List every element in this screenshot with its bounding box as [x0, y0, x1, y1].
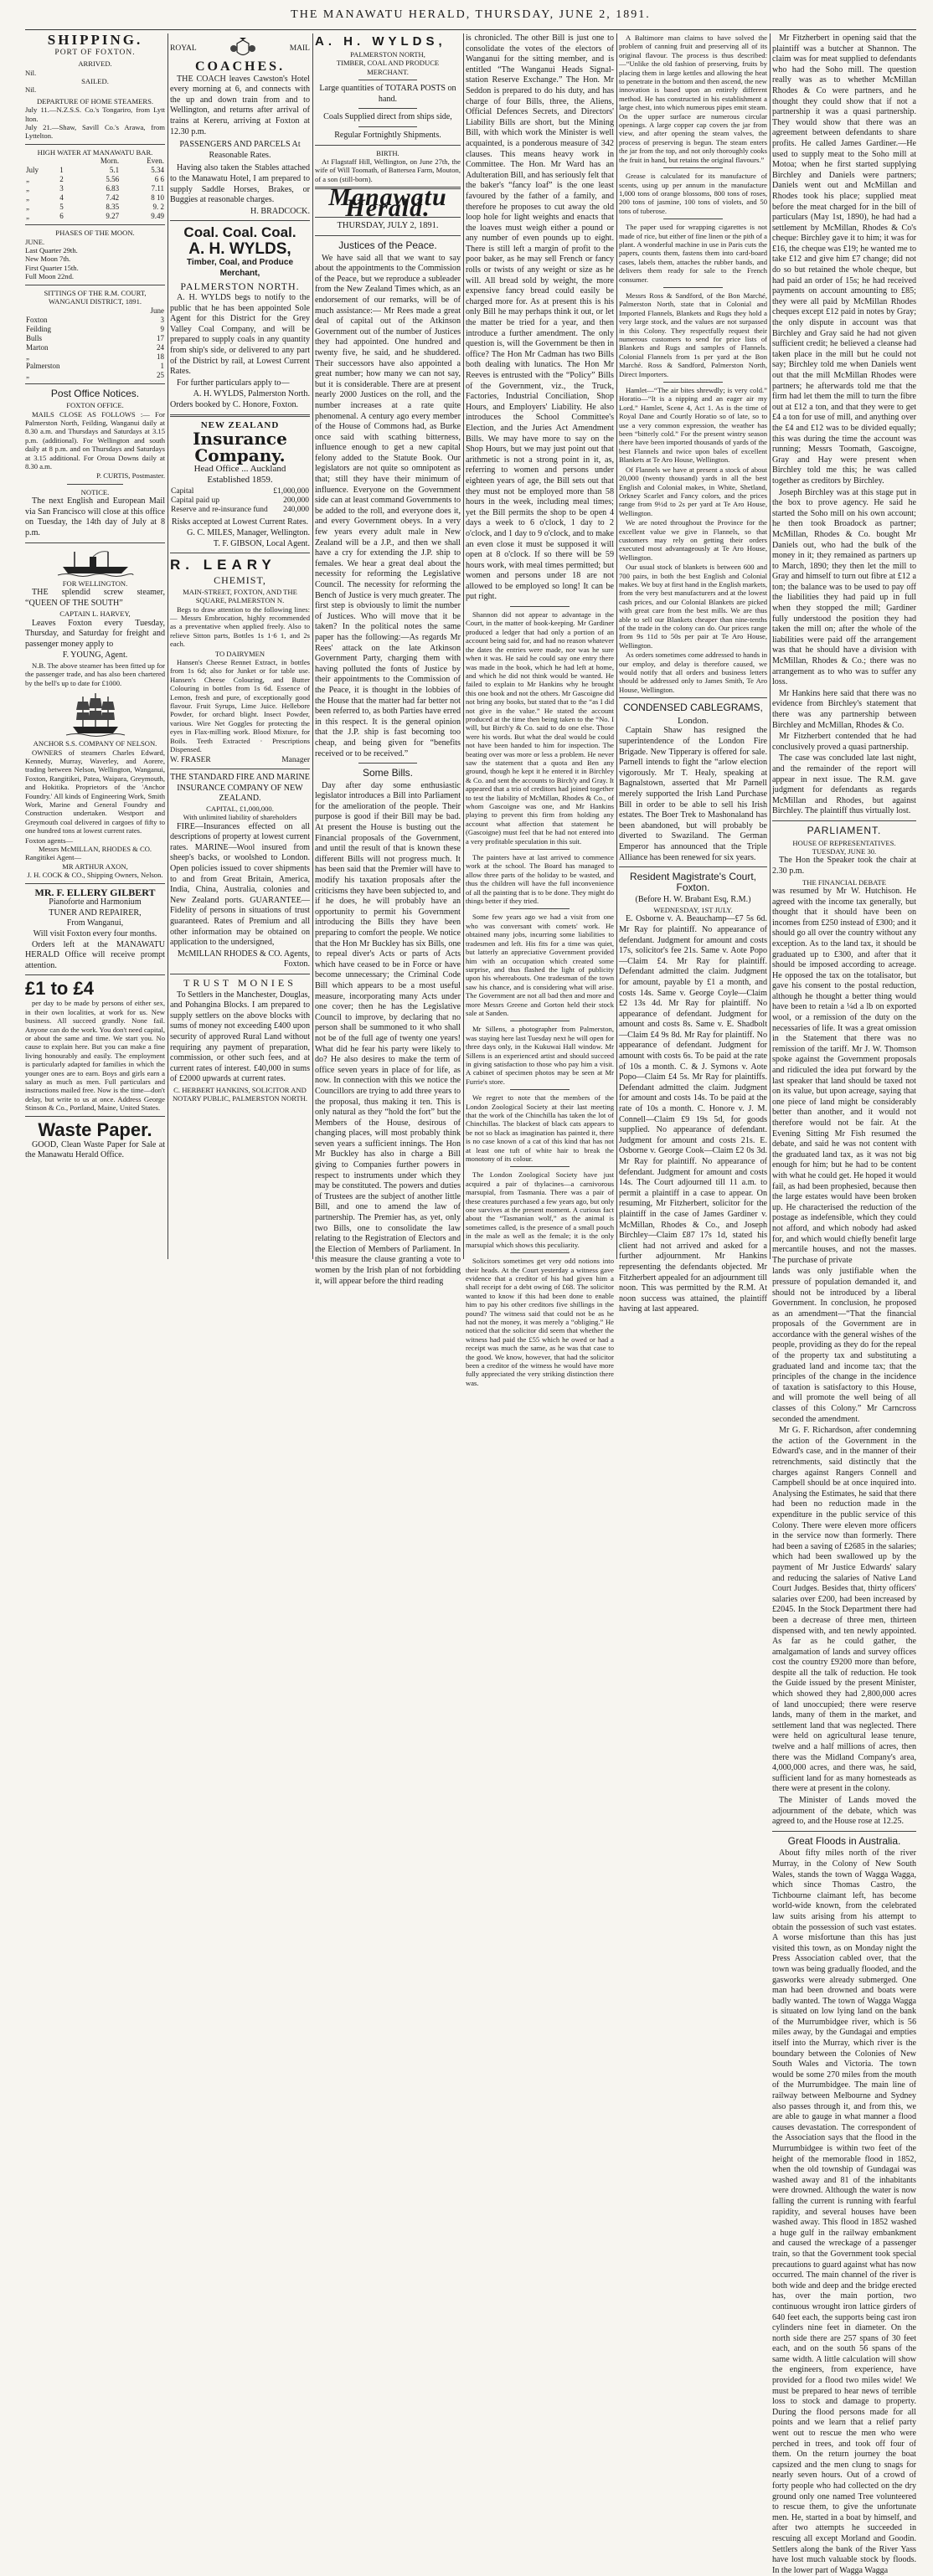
table-header: June — [150, 306, 164, 315]
wylds-ad-trade: TIMBER, COAL AND PRODUCE MERCHANT. — [336, 59, 440, 76]
anchor-agents-name: Messrs McMILLAN, RHODES & CO. — [38, 845, 152, 853]
table-row: Capital £1,000,000 — [171, 487, 309, 496]
financial-debate-heading: THE FINANCIAL DEBATE — [802, 877, 886, 887]
debate-continued-text: lands was only justifiable when the pressure of population demanded it, and should not be introduced by a liberal Government. In conclusion, he proposed as an amendment—“That the financial proposals of the Government are in accordance with the general wishes of the people, providing as they do for the repeal of the property tax and substituting a graduated land and income tax; that the principles of the change in the incidence of taxation is satisfactory to this House, and will promote the well being of all classes of this Colony.” Mr Carncross seconded the amendment. — [772, 1267, 916, 1424]
some-bills-heading: Some Bills. — [362, 767, 414, 779]
column-5 — [619, 33, 767, 1314]
port-heading: PORT OF FOXTON. — [54, 48, 136, 57]
anchor-company-heading: ANCHOR S.S. COMPANY OF NELSON. — [33, 739, 157, 748]
bradcock-signature: H. BRADCOCK. — [250, 206, 310, 216]
column-rule — [312, 33, 313, 1259]
captain-name: CAPTAIN L. HARVEY, — [59, 609, 131, 619]
gilbert-line-1: Pianoforte and Harmonium — [49, 897, 142, 908]
nb-text: N.B. The above steamer has been fitted up for the passenger trade, and has also been chartered by the bell's up to date for £1000. — [25, 661, 165, 687]
table-row: „ 2 5.56 6 6 — [26, 175, 164, 184]
column-1 — [25, 33, 165, 1259]
financial-debate-text: was resumed by Mr W. Hutchison. He agreed with the income tax generally, but thought that it should have been on incomes from £250 instead of £300; and it should go all over the country without any exception. As to the land tax, it should be graduated up to £300, and after that it should be imposed according to acreage. He opposed the tax on the totalisator, but gave his consent to the postal reduction, although he thought a better thing would have been to retain a ¼d a lb on exported wool, or a remission of the duty on the necessaries of life. It was a great omission in the Statement that there was no remission of the tariff. Mr J. W. Thomson spoke against the Government proposals and ridiculed the idea put forward by the last speaker that land should be taxed not on its value, but upon acreage, saying that one piece of land might be considerably better than another, and it would not therefore would not be fair. At the Evening Sitting Mr Fish resumed the debate, and said he was not content with the graduated land tax, as it was not big enough for him; but he had to be content with what he could get. He hoped it would fail, as had been prophesied, because then the large estates would have been broken up. He characterised the reduction of the postage as indefensible, which they could not afford, and which nobody had asked for, and which would chiefly benefit large mercantile houses, and not the masses. The purchase of private — [772, 886, 916, 1265]
coach-text: THE COACH leaves Cawston's Hotel every morning at 6, and connects with the up and down train from and to Wellington, and returns after arrival of trains at Kereru, arriving at Foxton at 12.30 p.m. — [170, 74, 310, 136]
some-bills-text: Day after day some enthusiastic legislator introduces a Bill into Parliament for the amelioration of the people. Their purpose is good if their Bill may be bad. At present the House is busting out the Financial proposals of the Government, and until the result of that is known these different Bills will not progress much. It has been said that the Premier will have to modify his taxation proposals after the criticisms they have been subjected to, and if he does, he will probably have an opportunity to permit his Government introducing the Bills they have been preparing to comfort the people. We notice that the Hon Mr Buckley has six Bills, one to repeal diver's Acts or parts of Acts which have ceased to be in Force or have become unnecessary; the Criminal Code Bill which appears to be a most useful measure, incorporating many Acts under one cover; then he has the Legislative Council to improve, by declaring that no person shall be summoned to it who shall not be of the full age of twenty one years! What did he fear his party were likely to do? He also desires to make the term of office seven years in place of for life, as now. In connection with this we notice the Councillors are trying to add three years to the proposal, thus making it ten. This is only natural as they “hold the fort” but the Members of the House, desirous of changing places, will most probably think seven years a sufficient innings. The Hon Mr Buckley has also in charge a Bill giving to Companies further powers in respect to instruments under which they may be constituted. The powers and duties of Trustees are the subject of another little Bill, and one to amend the law of partnership. The Premier has, as yet, only two Bills, one to consolidate the law relating to the Registration of Electors and the Election of Members of Parliament. In this measure the clause granting a vote to women by the Irish plan of not forbidding it, will appear before the third reading — [315, 780, 461, 1286]
rm-court-heading: Resident Magistrate's Court, Foxton. — [629, 871, 757, 893]
royal-label: ROYAL — [170, 44, 197, 53]
passengers-text: PASSENGERS AND PARCELS At Reasonable Rates. — [179, 140, 301, 160]
standard-signature: McMILLAN RHODES & CO. Agents, Foxton. — [177, 949, 310, 969]
table-row: Bulls 17 — [26, 333, 164, 342]
standard-text: FIRE—Insurances effected on all descriptions of property at lowest current rates. MARINE—Wool insured from sheep's backs, or woolshed to London. Open policies issued to cover shipments to and from Great Britain, America, India, China, Australia, colonies and New Zealand ports. GUARANTEE—Fidelity of persons in situations of trust guaranteed. Rates of Premium and all other information may be obtained on application to the undersigned, — [170, 821, 310, 948]
arrived-label: ARRIVED. — [78, 59, 112, 69]
mail-label: MAIL — [289, 44, 310, 53]
high-water-heading: HIGH WATER AT MANAWATU BAR. — [37, 147, 153, 157]
rm-court-before: (Before H. W. Brabant Esq, R.M.) — [635, 895, 751, 905]
head-office: Head Office ... Auckland — [193, 464, 286, 475]
coaches-heading: COACHES. — [194, 59, 286, 74]
case-concluded-text: The case was concluded late last night, and the remainder of the report will appear in next issue. The R.M. gave judgment for defendants as regards McMillan and Rhodes, but against Birchley. The plaintiff thus virtually lost. — [772, 753, 916, 816]
floods-heading: Great Floods in Australia. — [787, 1834, 901, 1847]
waste-paper-heading: Waste Paper. — [38, 1118, 152, 1140]
earnings-text: per day to be made by persons of either sex, in their own localities, at work for us. New business. All succeed grandly. None fail. Anyone can do the work. You don't need capital, or about the same and time. We start you. No cause to explain here. But you can make a fine living honourably and easily. The employment is particularly adapted for families in which the younger ones are to earn. Boys and girls earn a salary as much as men. Full particulars and instructions mailed free. Now is the time—don't delay, but write to us at once. Address George Stinson & Co., Portland, Maine, United States. — [25, 999, 165, 1113]
te-aro-text-3: We are noted throughout the Province for the excellent value we give in Flannels, so that customers may rely on getting their orders executed most advantageously at Te Aro House, Wellington. — [619, 518, 767, 562]
nz-heading: NEW ZEALAND — [200, 419, 280, 430]
table-row: Foxton 3 — [26, 315, 164, 324]
bon-marche-text: Messrs Ross & Sandford, of the Bon Marché, Palmerston North, state that in Colonial and Imported Flannels, Blankets and Rugs they hold a very large stock, and the values are not surpassed in this Colony. They respectfully request their numerous customers to send for price lists of Blankets and Rugs and samples of Flannels. Colonial Flannels from 1s per yard at the Bon Marché. Ross & Sandford, Palmerston North, Direct Importers. — [619, 291, 767, 378]
leary-text: Begs to draw attention to the following lines:— Messrs Embrocation, highly recommended as a preventative when applied freely. Also to relieve Sitton parts, Bottles 1s 1·6 1, and 2s each. — [170, 604, 310, 649]
table-header: Even. — [147, 157, 164, 166]
house-heading: HOUSE OF REPRESENTATIVES. — [792, 838, 896, 847]
photographer-text: Mr Sillens, a photographer from Palmerston, was staying here last Tuesday next he will open for three days only, in the Kukuwai Hall window. Mr Sillens is an experienced artist and should succeed in giving satisfaction to those who pay him a visit. A cabinet of specimen photos may be seen at Mr Furrie's store. — [466, 1025, 614, 1086]
anchor-rangitikei-name: MR ARTHUR AXON, — [62, 861, 128, 871]
standard-capital: CAPITAL, £1,000,000. — [206, 804, 274, 813]
insurance-heading: Insurance Company. — [193, 429, 287, 466]
dairymen-text: Hansen's Cheese Rennet Extract, in bottles from 1s 6d; also for Junket or for table use. Hansen's Cheese Colouring, and Butter Colouring in bottles from 1s 6d. Essence of Lemon, fresh and pure, of exceptionally good flavour. Fruit Syrups, Lime Juice. Hellebore Powder, for orchard blight. Insect Powder, various. Wire Net Goggles for protecting the eyes in Flax-milling work. Blood Mixture, for Boils. Teeth Extracted · Prescriptions Dispensed. — [170, 658, 310, 754]
table-row: Reserve and re-insurance fund 240,000 — [171, 506, 309, 515]
wylds-orders: Orders booked by C. Honore, Foxton. — [170, 400, 299, 410]
established: Established 1859. — [207, 474, 273, 485]
stables-text: Having also taken the Stables attached to the Manawatu Hotel, I am prepared to supply Saddle Horses, Brakes, or Buggies at reasonable charges. — [170, 163, 310, 205]
richardson-text: Mr G. F. Richardson, after condemning the action of the Government in the Edward's case, and in the manner of their retrenchments, said distinctly that the charges against Rangers Connell and Campbell should be at once inquired into. Analysing the Estimates, he said that there had been no reduction made in the expenditure in the public service of this Colony. There were eleven more officers in the service now than formerly. There had been a saving of £2685 in the salaries; which had been swallowed up by the payment of Mr Justice Edwards' salary and reducing the salaries of Native Land Court Judges. Besides that, thirty officers' salaries over £200, had been increased by £2045. In the Stock Department there had been a decrease of three men, thirteen dispensed with, and ten newly appointed. As far as he could gather, the amalgamation of lands and survey offices cost the country £9200 more than before, despite all the talk of reduction. He took the Guide issued by the present Minister, which showed they had 2,800,000 acres of land unoccupied; there were reserve lands, many of them in the market, and settlement land that was neglected. There were held on agricultural lease tenure, twelve and a half millions of acres, then there was the Midland Company's area, 4,000,000 acres, and there was, he said, sufficient land for as many homesteads as there were at present in the colony. — [772, 1426, 916, 1794]
wylds-town: PALMERSTON NORTH. — [180, 280, 300, 292]
table-row: Marton 24 — [26, 342, 164, 352]
column-6 — [772, 33, 916, 2575]
fitzherbert-text: Mr Fitzherbert in opening said that the plaintiff was a butcher at Shannon. The claim was for meat supplied to defendants who had the Soho mill. The question really was as to whether McMillan Rhodes & Co were partners, and he thought they could show that if not a partnership it was a quasi partnership. They would show that there was an agreement between defendants to share profits. He called James Gardiner.—He used to supply meat to the Soho mill at Motoa; when he first started supplying Birchley and Daniels were partners; Daniels went out and McMillan and Rhodes took his place; supplied meat before the meat charged for in the bill of particulars (May 1st, 1890), he had had a settlement by McMillan, Rhodes & Co's cheque: Birchley gave it to him; it was for £16, the cheque was £19; he wanted me to take £12 and give him £7 change; did not do so but retained the whole cheque, but had paid an order of 15s; he had received payments on account amounting to £85; they were all paid by McMillan Rhodes cheques except £12 paid in notes by Gray; the only dispute in account was that Birchley and Gray said he had not given sufficient credit; he believed a cleanse had taken place in the mill but he could not say; Birchley told me when Daniels went out that the mill McMillan Rhodes were partners; he afterwards told me that the firm had let them the mill to turn the fibre out at £12 a ton, and that they were to get £4 a ton for use of mill, and anything over the £4 and £12 was to be divided equally; this was during the time the account was running; Messrs Toomath, Gascoigne, Gray and Hay were present when Birchley told me this; he was called together as creditors by Birchley. — [772, 33, 916, 486]
high-water-table — [25, 157, 165, 221]
fraser-signature: W. FRASER Manager — [170, 755, 310, 764]
court-sittings-heading: SITTINGS OF THE R.M. COURT, WANGANUI DISTRICT, 1891. — [44, 288, 147, 306]
anchor-agents-label: Foxton agents— — [25, 836, 74, 845]
column-rule — [770, 33, 771, 1259]
bills-continued-text: is chronicled. The other Bill is just one to consolidate the votes of the electors of Wanganui for the sitting member, and is entitled “The Wanganui Heads Signal-station Reserve Exchange.” The Hon. Mr Seddon is prepared to do his duty, and has charge of four Bills, three, the Aliens, Official Defences Secrets, and Directors' Liability Bills are short, but the Mining Bill, with which work the Minister is well acquainted, is a ponderous measure of 342 clauses. This means heavy work in Committee. The Hon. Mr Ward has an Adulteration Bill, and has seriously felt that the baker's “fancy loaf” is the one least favoured by the father of a family, and therefore he proposes to cut away the old loop hole for light weights and enacts that the loaves must weigh either a pound or any number of even pounds up to eight. There is still left a margin of profit to the poor baker, as he may sell French or fancy rolls or twists of any weight or size as he will. All bread sold by weight, the more expensive fancy bread could easily be charged more for. As at present this is his only Bill he may perhaps think it out, or let the matter be tried for a year, and then introduce a further amendment. The only question is, will the Government be then in office? The Hon Mr Cadman has two Bills both dealing with lunatics. The Hon Mr Reeves is entrusted with the “Policy” Bills of the Government, viz., the Truck, Factories, Industrial Conciliation, Shop Hours, and Employers' Liability. He also introduces the School Committee's Election, and the Juries Act Amendment Bills. We may have more to say on the Shop Hours, but we may just point out that arithmetic is not a strong point in it, as, referring to women and persons under eighteen years of age, the Bill sets out that they must not be employed more than 58 hours in the week, including meal times; yet the Bill permits the shop to be open 4 days a week to 6 o'clock, 1 day to 2 o'clock, and 1 day to 9 o'clock, and to make an even close it must be supposed it will open at 8 o'clock. If so there will be 59 hours work, with meal times permitted; but women and persons under 18 are not allowed to be employed so long! It can be put right. — [466, 33, 614, 602]
newspaper-masthead: Manawatu Herald. — [328, 183, 447, 222]
solicitors-text: Solicitors sometimes get very odd notions into their heads. At the Court yesterday a witness gave evidence that a creditor of his had given him a shall receipt for a debt owing of £68. The solicitor wanted to know if this had been done to enable him to pay his other creditors five shillings in the pound? The witness said that could not be as he had not the money, it was merely a “obliging.” He noticed that the solicitor did seem that whether the witness had paid the £55 which he owed or had a receipt was much the same, as he was that case to the good. We know, however, that had the solicitor been a creditor of the witness he would have more fully appreciated the very striking distinction there was. — [466, 1257, 614, 1387]
canning-text: A Baltimore man claims to have solved the problem of canning fruit and preserving all of its original flavour. The process is thus described:—“Unlike the old fashion of preserving, fruits by placing them in large kettles and allowing the heat to penetrate in the bottom and then ascend, the new innovation is based upon an entirely different method. He has constructed in his establishment a large chest, into which numerous pipes emit steam. On the upper surface are numerous circular openings. A large copper cap covers the jar from view, and after opening the steam valves, the process of preserving is begun. The steam enters the jar from the top, and not only thoroughly cooks the fruit in hand, but retains the original flavours.” — [619, 33, 767, 164]
anchor-rangitikei-label: Rangitikei Agent— — [25, 853, 82, 862]
column-2 — [170, 33, 310, 1259]
parliament-heading: PARLIAMENT. — [807, 824, 882, 836]
table-row: „ 4 7.42 8 10 — [26, 193, 164, 203]
miles-signature: G. C. MILES, Manager, Wellington. — [187, 528, 310, 537]
anchor-company-text: OWNERS of steamers Charles Edward, Kennedy, Murray, Waverley, and Aorere, trading between Nelson, Wellington, Wanganui, Foxton, Rangitikei, Patea, Waipara, Greymouth, and Hokitika. Proprietors of the 'Anchor Foundry.' All kinds of Engineering Work, Smith Work, Marine and General Foundry and Construction undertaken. Westport and Greymouth coal delivered in cargoes of fifty to one hundred tons at lowest current rates. — [25, 748, 165, 836]
shipping-heading: SHIPPING. — [47, 32, 143, 48]
thylacine-text: The London Zoological Society have just acquired a pair of thylacines—a carnivorous marsupial, from Tasmania. There was a pair of these creatures purchased a few years ago, but only one survives at the present moment. A curious fact about the “Tasmanian wolf,” as the animal is sometimes called, is the presence of a small pouch in the male as well as the female; it is the only marsupial which shows this peculiarity. — [466, 1170, 614, 1249]
coat-of-arms-icon — [229, 37, 257, 60]
notice-heading: NOTICE. — [80, 487, 110, 496]
steamer-icon — [58, 547, 133, 577]
te-aro-text-2: Of Flannels we have at present a stock of about 20,000 (twenty thousand) yards in all the best English and Colonial makes, in White, Shetland, Orkney Scarlet and Fancy colors, and the prices range from 9½d to 2s per yard at Te Aro House, Wellington. — [619, 465, 767, 517]
scents-text: Grease is calculated for its manufacture of scents, using up per annum in the manufacture 1,000 tons of orange blossoms, 800 tons of roses, 200 tons of jasmine, 100 tons of violets, and 50 tons of tuberose. — [619, 172, 767, 215]
rm-court-date: WEDNESDAY, 1ST JULY. — [653, 905, 733, 914]
table-row: „ 18 — [26, 352, 164, 361]
cablegrams-london: London. — [678, 715, 709, 726]
royal-mail-header — [170, 37, 310, 60]
risks-text: Risks accepted at Lowest Current Rates. — [171, 517, 309, 527]
coal-heading: Coal. Coal. Coal. — [183, 224, 296, 241]
leary-address: MAIN-STREET, FOXTON, AND THE SQUARE, PALMERSTON N. — [183, 587, 297, 605]
waste-paper-text: GOOD, Clean Waste Paper for Sale at the Manawatu Herald Office. — [25, 1139, 165, 1160]
justices-heading: Justices of the Peace. — [338, 239, 437, 251]
moon-text: JUNE. Last Quarter 29th. New Moon 7th. First Quarter 15th. Full Moon 22nd. — [25, 237, 79, 281]
gilbert-orders: Orders left at the MANAWATU HERALD Office will receive prompt attention. — [25, 939, 165, 970]
gibson-signature: T. F. GIBSON, Local Agent. — [213, 538, 310, 548]
table-row: Feilding 9 — [26, 324, 164, 333]
fitzherbert-contended: Mr Fitzherbert contended that he had conclusively proved a quasi partnership. — [772, 732, 916, 752]
standard-heading: THE STANDARD FIRE AND MARINE INSURANCE COMPANY OF NEW ZEALAND. — [170, 773, 310, 804]
post-office-text: MAILS CLOSE AS FOLLOWS :— For Palmerston North, Feilding, Wanganui daily at 8.30 a.m. and Thursdays and Saturdays at 3.15 p.m. (additional). For Wellington and south daily at 8 p.m. and on Thursdays and Saturdays at 3.15 additional. For Oroua Downs daily at 8.30 a.m. — [25, 409, 165, 470]
table-row: Capital paid up 200,000 — [171, 496, 309, 506]
wylds-ad-name: A. H. WYLDS, — [315, 34, 446, 49]
anchor-owners: J. H. COCK & CO., Shipping Owners, Nelson. — [27, 871, 163, 880]
coals-text: Coals Supplied direct from ships side, — [323, 112, 452, 122]
gilbert-line-4: Will visit Foxton every four months. — [33, 929, 157, 938]
court-sittings-table — [25, 306, 165, 380]
table-row: July 1 5.1 5.34 — [26, 166, 164, 175]
cigarette-paper-text: The paper used for wrapping cigarettes is not made of rice, but either of fine linen or the pith of a plant. A wonderful machine in use in Paris cuts the papers, counts them, fastens them into card-board cases, labels them, attaches the rubber bands, and delivers them ready for sale to the French consumer. — [619, 223, 767, 284]
table-header: Morn. — [100, 157, 120, 166]
table-row: „ 3 6.83 7.11 — [26, 184, 164, 193]
trust-monies-heading: TRUST MONIES — [183, 977, 296, 989]
speaker-text: The Hon the Speaker took the chair at 2.30 p.m. — [772, 856, 916, 876]
gilbert-heading: MR. F. ELLERY GILBERT — [34, 886, 156, 898]
moon-heading: PHASES OF THE MOON. — [55, 229, 135, 238]
justices-text: We have said all that we want to say about the appointments to the Commission of the Peace, but we reproduce a subleader from the New Zealand Times which, as an endorsement of our remarks, will be of much assistance:— Mr Rees made a great deal of capital out of the Atkinson Government out of the number of Justices they had appointed. One hundred and twenty five, he said, and he shuddered. Their successors have also appointed a great number; how many we can not say, but it is considerable. There are at present nearly 2000 Justices on the roll, and the number increases at a rate quite phenomenal. A century ago every member of the House of Commons had, as Burke once said with scathing bitterness, influence enough to get a new capital felony added to the Statute Book. Our legislators are not quite so omnipotent as that; still they have their minimum of influence. Everyone on the Government side can at least command Governments to be added to the roll, and everyone does it, and every Government obeys. In a very few years every adult male in New Zealand will be a J.P., and then we shall have a cry for extending the J.P. ship to females. We hear a great deal about the necessity for reforming the Legislative Council. The necessity for reforming the Bench of Justice is very much greater. The first step is obviously to limit the number of Justices. Who will move that it be taken? In the political notes the same paper has the following:—As regards Mr Rees' attack on the late Atkinson Government Party, charging them with having polluted the fonts of Justice by their appointments to the Commission of the Peace, it is thought in the lobbies of the House that the matter had far better not been referred to, as both Parties have erred in this respect. It is the general opinion that the J.P. ship is fast becoming too cheap, and being given for “benefits received or to be received.” — [315, 253, 461, 758]
gilbert-line-3: From Wanganui, — [66, 918, 124, 928]
table-row: Palmerston 1 — [26, 361, 164, 370]
sailed-value: Nil. — [25, 85, 37, 95]
notice-text: The next English and European Mail via San Francisco will close at this office on Tuesday, the 14th day of July at 8 p.m. — [25, 496, 165, 537]
cablegrams-heading: CONDENSED CABLEGRAMS, — [623, 702, 763, 714]
adjournment-text: The Minister of Lands moved the adjournment of the debate, which was agreed to, and the House rose at 12.25. — [772, 1796, 916, 1827]
capital-table — [170, 487, 310, 515]
sailed-label: SAILED. — [81, 77, 109, 85]
wylds-trade: Timber, Coal, and Produce Merchant, — [186, 258, 294, 278]
te-aro-text-4: Our usual stock of blankets is between 600 and 700 pairs, in both the best English and Colonial makes. We buy at first hand in the English markets, from the very best manufacturers and at the lowest cash prices, and our Colonial Blankets are picked with great care from the best mills. We are thus able to sell our Blankets cheaper than nine-tenths of the trade in the colony can do. Our prices range from 9s 11d to 50s per pair at Te Aro House, Wellington. — [619, 563, 767, 650]
te-aro-text-5: As orders sometimes come addressed to hands in our employ, and delay is therefore caused, we would notify that all orders and business letters should be addressed only to James Smith, Te Aro House, Wellington. — [619, 650, 767, 694]
dairymen-heading: TO DAIRYMEN — [214, 649, 265, 658]
cats-text: We regret to note that the members of the London Zoological Society at their last meeting that the work of the Chinchilla has taken the lot of Chinchillas. The blackest of black cats appears to be not so black as imagination has painted it, there is no case known of a cat of this kind that has not at least one tuft of white hair to break the monotony of its colour. — [466, 1093, 614, 1164]
rm-court-text: E. Osborne v. A. Beauchamp—£7 5s 6d. Mr Ray for plaintiff. No appearance of defendant. Judgment for amount and costs 17s, solicitor's fee 21s. Same v. Aote Popo—Claim £4. Mr Ray for plaintiff. Defendant admitted the claim. Judgment for amount, payable by £1 a month, and costs 14s. Same v. George Coyle—Claim £2 13s 4d. Mr Ray for plaintiff. No appearance of defendant. Judgment for amount and costs 8s. Same v. E. Shadbolt—Claim £4 9s 8d. Mr Ray for plaintiff. No appearance of defendant. Judgment for amount with costs 6s. To be paid at the rate of 10s a month. C. & J. Symons v. Aote Popo—Claim £4 5s. Mr Ray for plaintiffs. Defendant admitted the claim. Judgment for amount and costs 14s. To be paid at the rate of 10s a month. C. Honore v. J. M. Connell—Claim £9 19s 5d, for goods supplied. No appearance of defendant. Judgment for amount and costs 21s. E. Osborne v. George Cook—Claim £2 0s 3d. Mr Ray for plaintiff. No appearance of defendant. Judgment for amount and costs 14s. The Court adjourned till 11 a.m. to permit a plaintiff in a case to appear. On resuming, Mr Fitzherbert, solicitor for the plaintiff in the case of James Gardiner v. McMillan, Rhodes & Co., and Joseph Birchley—Claim £87 17s 1d, stated his client had not arrived and asked for a further adjournment. Mr Hankins representing the defendants objected. Mr Fitzherbert appealed for an adjournment till noon. This was permitted by the R.M. At noon success was attained, the plaintiff having at last appeared. — [619, 914, 767, 1314]
trust-monies-text: To Settlers in the Manchester, Douglas, and Pohangina Blocks. I am prepared to supply settlers on the above blocks with sums of money not exceeding £400 upon security of approved Rural Land without requiring any payment of preparation, commission, or other such fees, and at current rates of interest. £40,000 in sums of £2000 upwards at current rates. — [170, 990, 310, 1084]
te-aro-text-1: Hamlet—“The air bites shrewdly; is very cold.” Horatio—“It is a nipping and an eager air my Lord.” Hamlet, Scene 4, Act 1. As is the time of Royal Dane and Courtly Horatio so of late, so to use a very common expression, the weather has been “bitterly cold.” For the present wintry season there have been imported thousands of yards of the best Flannels and twice upon bales of excellent Blankets at Te Aro House, Wellington. — [619, 386, 767, 465]
shipments-text: Regular Fortnightly Shipments. — [334, 131, 441, 140]
queen-agent: F. YOUNG, Agent. — [62, 650, 128, 661]
wylds-apply: For further particulars apply to— — [177, 378, 290, 388]
wylds-name: A. H. WYLDS, — [188, 240, 291, 259]
departures-text: July 11.—N.Z.S.S. Co.'s Tongariro, from Lytt lton. July 21.—Shaw, Savill Co.'s Arawa, from Lyttelton. — [25, 105, 165, 141]
column-3 — [315, 33, 461, 1286]
sailing-ship-icon — [66, 690, 125, 737]
hankins-signature: C. HERBERT HANKINS, SOLICITOR AND NOTARY PUBLIC, PALMERSTON NORTH. — [172, 1085, 308, 1103]
standard-liability: With unlimited liability of shareholders — [183, 813, 297, 822]
wylds-signature: A. H. WYLDS, Palmerston North. — [193, 389, 310, 399]
page-header: THE MANAWATU HERALD, THURSDAY, JUNE 2, 1891. — [25, 8, 916, 30]
wylds-ad-town: PALMERSTON NORTH, — [350, 50, 425, 59]
parliament-date: TUESDAY, JUNE 30. — [812, 846, 877, 856]
post-office-signature: P. CURTIS, Postmaster. — [96, 471, 165, 481]
birth-text: At Flagstaff Hill, Wellington, on June 27th, the wife of Will Toomath, of Battersea Farm, Mouton, of a son (still-born). — [315, 157, 461, 183]
post-office-heading: Post Office Notices. — [50, 387, 140, 399]
totara-text: Large quantities of TOTARA POSTS on hand. — [319, 84, 456, 104]
leary-name: R. LEARY — [170, 557, 276, 573]
post-office-sub: FOXTON OFFICE. — [66, 401, 124, 410]
table-row: „ 25 — [26, 370, 164, 379]
arrived-value: Nil. — [25, 68, 37, 77]
queen-sailing-text: Leaves Foxton every Tuesday, Thursday, and Saturday for freight and passenger money apply to — [25, 618, 165, 649]
queen-of-south-text: THE splendid screw steamer, “QUEEN OF THE SOUTH” — [25, 587, 165, 608]
wellington-heading: FOR WELLINGTON. — [62, 578, 128, 588]
painters-text: The painters have at last arrived to commence work at the school. The Board has managed to allow three parts of the holiday to be wasted, and thus the children will have the full inconvenience of all the painting that is to be done. They might do things better if they tried. — [466, 853, 614, 906]
earnings-heading: £1 to £4 — [25, 978, 94, 1000]
column-4 — [466, 33, 614, 1387]
table-row: „ 6 9.27 9.49 — [26, 212, 164, 221]
birth-heading: BIRTH. — [376, 148, 399, 157]
column-rule — [616, 33, 617, 1259]
cablegrams-text: Captain Shaw has resigned the superintendence of the London Fire Brigade. New Tipperary is offered for sale. Parnell intends to fight the “arlow election vigorously. Mr T. Healy, speaking at Bagnalstown, asserted that Mr Parnell merely supported the Irish Land Purchase Bill in order to be able to sell his Irish estates. The Boer Trek to Mashonaland has been abandoned, but will probably be diverted to Swaziland. The German Emperor has announced that the Triple Alliance has been renewed for six years. — [619, 726, 767, 862]
table-row: „ 5 8.35 9. 2 — [26, 203, 164, 212]
hankins-text: Mr Hankins here said that there was no evidence from Birchley's statement that there was any partnership between Birchley and McMillan, Rhodes & Co. — [772, 688, 916, 730]
chemist-heading: CHEMIST, — [214, 574, 266, 587]
visitor-text: Some few years ago we had a visit from one who was conversant with comets' work. He obtained many jobs, incurring some liabilities to tradesmen and left. His fits for a time was quiet, but latterly an appreciative Government provided him with an occupation which created some surprise, and thus flashed the light of publicity upon his whereabouts. One tradesman of the town saw his chance, and is considering what will arise. The Government are not all bad then and more and more Messrs Greene and Gorton held their stock sale at Sanden. — [466, 913, 614, 1017]
departures-heading: DEPARTURE OF HOME STEAMERS. — [36, 96, 154, 105]
gilbert-line-2: TUNER AND REPAIRER, — [49, 908, 142, 918]
floods-text: About fifty miles north of the river Murray, in the Colony of New South Wales, stands the town of Wagga Wagga, which since Thomas Castro, the Tichbourne claimant left, has become world-wide known, from the celebrated law suits arising from his attempt to obtain the possession of such vast estates. A worse misfortune than this has just visited this town, as on Monday night the Press Association cabled over, that the town was being gradually flooded, and the gasworks were already submerged. One man had been drowned and boats were badly wanted. The town of Wagga Wagga is situated on low lying land on the bank of the Murrumbidgee river, which is 56 miles away, by the Gundagai and empties itself into the Murray, which river is the boundary between the Colonies of New South Wales and Victoria. The town would be some 270 miles from the mouth of the Murrumbidgee. The main line of railway between Melbourne and Sydney also passes through it, and from this, we are able to gauge in what manner a flood causes devastation. The correspondent of the Association says that the flood in the Murrumbidgee is within two feet of the height of the memorable flood in 1852, when the old township of Gundagai was washed away and 81 of the inhabitants were drowned. Although the water is now falling the current is running with fearful rapidity, and several houses have been washed away. This flood in 1852 washed a huge gulf in the railway embankment and caused the wreckage of a passenger train, so that the Government took special precautions to guard against what has now occurred. The main channel of the river is both wide and deep and the bridge erected has, over the main portion, two continuous wrought iron lattice girders of 640 feet each, the supports being cast iron cylinders nine feet in diameter. On the north side there are 257 spans of 30 feet each, and on the south 56 spans of the same width. A little calculation will show the engineers, from experience, have provided for a flood two miles wide! We must be prepared to hear news of terrible loss to stock and damage to property. During the flood persons made for all points and we learn that a relief party went out to rescue the men who were perched in trees, and took off four of them. On the return journey the boat capsized and the men clung to snags for nearly seven hours. Out of a crowd of forty people who had collected on the dry ground only one named Tree volunteered to rescue them, to give the unfortunate men. He, started in a boat by himself, and after two attempts he succeeded in rescuing all except Morland and Goodin. Settlers along the bank of the River Yass have lost much valuable stock by floods. In the lower part of Wagga Wagga — [772, 1848, 916, 2575]
wylds-text: A. H. WYLDS begs to notify to the public that he has been appointed Sole Agent for this District for the Grey Valley Coal Company, and will be prepared to supply coals in any quantity from ship's side, or delivered to any part of the District by rail, at Lowest Current Rates. — [170, 293, 310, 377]
column-rule — [463, 33, 464, 1259]
birchley-text: Joseph Birchley was at this stage put in the box to prove agency. He said he started the Soho mill on his own account; he then took Broadock as partner; McMillan, Rhodes & Co. bought Mr Daniels out, who had the bulk of the money in it; they remained as partners up to March, 1890; they then let the mill to Gray and himself to turn out fibre at £12 a ton; the balance was to be used to pay off the liabilities they had paid up in full when they stopped the mill; Gardiner fully understood the position they had taken the mill on; after the whole of the liabilities were paid off the arrangement was that he should have a division with McMillan, Rhodes & Co.; there was no arrangement as to who was to suffer any loss. — [772, 487, 916, 687]
court-notes-text: Shannon did not appear to advantage in the Court, in the matter of book-keeping. Mr Gardiner produced a ledger that had only a portion of an account being said for, and had no reason whatever the dates the entries were made, nor was he sure when it was. He said he could say one entry there was made in the book, which he had left at home, and which he did not think would be wanted. He failed to explain to Mr Hankins why he brought this one book and not the others. Mr Gascoigne did not bring any books, but stated that to the “as I did not give in the value.” He stated the account produced at the time then being taken to the “No. I will, but Birch'y & Co. said to do one else. Those were his words. But what the deal would be could not have been handed to him for inspection. The beating over was more or less a problem. He never saw the statement that a quota and Ben any ground, though he kept it he entered it in Birchley & Co. and sent the accounts to Birch'y and Gray. It appeared that a trio of creditors had joined together to test the liability of McMillan, Rhodes & Co., of whom Gascoigne was one, and Mr Hankins playing to prevent this firm from holding any account what affection that statement he (Gascoigne) must feel that he had not entered into a very profitable speculation in this suit. — [466, 610, 614, 846]
issue-date: THURSDAY, JULY 2, 1891. — [337, 221, 439, 231]
